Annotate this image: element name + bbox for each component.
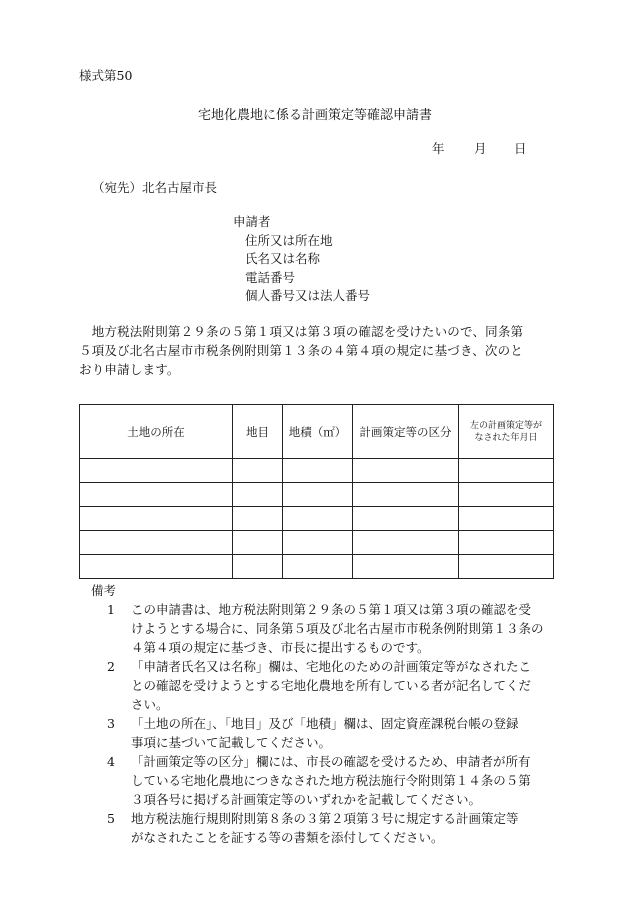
header-land-area: 地積（㎡） xyxy=(283,405,353,459)
date-year: 年 xyxy=(432,141,445,156)
cell-plan-type[interactable] xyxy=(353,555,459,579)
intro-line: おり申請します。 xyxy=(79,362,180,377)
intro-paragraph xyxy=(79,322,557,379)
cell-plan-type[interactable] xyxy=(353,507,459,531)
table-row xyxy=(80,483,554,507)
cell-plan-type[interactable] xyxy=(353,531,459,555)
cell-land-area[interactable] xyxy=(283,483,353,507)
note-item xyxy=(79,714,559,752)
cell-land-location[interactable] xyxy=(80,555,233,579)
note-line: 事項に基づいて記載してください。 xyxy=(131,735,332,750)
cell-land-category[interactable] xyxy=(233,459,283,483)
cell-plan-date[interactable] xyxy=(459,483,554,507)
note-number: 2 xyxy=(107,659,115,674)
applicant-heading: 申請者 xyxy=(233,214,271,229)
notes-section xyxy=(79,581,559,847)
table-row xyxy=(80,531,554,555)
applicant-phone-label: 電話番号 xyxy=(245,269,296,285)
addressee: （宛先）北名古屋市長 xyxy=(92,180,218,195)
document-title: 宅地化農地に係る計画策定等確認申請書 xyxy=(197,108,432,123)
note-line: している宅地化農地につきなされた地方税法施行令附則第１４条の５第 xyxy=(131,773,531,788)
cell-land-location[interactable] xyxy=(80,483,233,507)
notes-heading: 備考 xyxy=(91,583,117,598)
cell-plan-type[interactable] xyxy=(353,459,459,483)
table-header-row xyxy=(80,405,554,459)
cell-land-category[interactable] xyxy=(233,531,283,555)
table-row xyxy=(80,507,554,531)
note-line: がなされたことを証する等の書類を添付してください。 xyxy=(131,830,444,845)
applicant-address-label: 住所又は所在地 xyxy=(245,232,333,248)
intro-line: ５項及び北名古屋市市税条例附則第１３条の４第４項の規定に基づき、次のと xyxy=(79,343,524,358)
note-number: 5 xyxy=(107,811,115,826)
note-item xyxy=(79,600,559,657)
note-line: 「土地の所在」、「地目」及び「地積」欄は、固定資産課税台帳の登録 xyxy=(131,716,519,731)
date-line xyxy=(432,139,527,157)
note-item xyxy=(79,752,559,809)
header-land-category: 地目 xyxy=(233,405,283,459)
note-line: さい。 xyxy=(131,697,169,712)
note-line: 地方税法施行規則附則第８条の３第２項第３号に規定する計画策定等 xyxy=(131,811,519,826)
table-row xyxy=(80,459,554,483)
note-number: 1 xyxy=(107,602,115,617)
note-number: 3 xyxy=(107,716,115,731)
land-table xyxy=(79,404,554,579)
cell-land-location[interactable] xyxy=(80,531,233,555)
note-line: 「計画策定等の区分」欄には、市長の確認を受けるため、申請者が所有 xyxy=(131,754,531,769)
cell-land-area[interactable] xyxy=(283,531,353,555)
table-row xyxy=(80,555,554,579)
note-line: けようとする場合に、同条第５項及び北名古屋市市税条例附則第１３条の xyxy=(131,621,544,636)
intro-line: 地方税法附則第２９条の５第１項又は第３項の確認を受けたいので、同条第 xyxy=(79,324,524,339)
cell-plan-date[interactable] xyxy=(459,459,554,483)
cell-plan-type[interactable] xyxy=(353,483,459,507)
applicant-name-label: 氏名又は名称 xyxy=(245,251,321,266)
cell-land-category[interactable] xyxy=(233,507,283,531)
cell-land-category[interactable] xyxy=(233,483,283,507)
date-month: 月 xyxy=(474,141,487,156)
note-line: 「申請者氏名又は名称」欄は、宅地化のための計画策定等がなされたこ xyxy=(131,659,532,674)
cell-land-location[interactable] xyxy=(80,507,233,531)
note-line: この申請書は、地方税法附則第２９条の５第１項又は第３項の確認を受 xyxy=(131,602,532,617)
note-number: 4 xyxy=(107,754,115,769)
applicant-id-number-label: 個人番号又は法人番号 xyxy=(245,288,371,303)
cell-plan-date[interactable] xyxy=(459,555,554,579)
cell-plan-date[interactable] xyxy=(459,531,554,555)
note-line: ４第４項の規定に基づき、市長に提出するものです。 xyxy=(131,640,430,655)
note-item xyxy=(79,809,559,847)
date-day: 日 xyxy=(514,141,527,156)
header-plan-date: 左の計画策定等が なされた年月日 xyxy=(459,405,554,459)
header-land-location: 土地の所在 xyxy=(80,405,233,459)
cell-land-area[interactable] xyxy=(283,507,353,531)
cell-land-category[interactable] xyxy=(233,555,283,579)
form-number: 様式第50 xyxy=(79,68,133,83)
note-line: ３項各号に掲げる計画策定等のいずれかを記載してください。 xyxy=(131,792,482,807)
note-line: との確認を受けようとする宅地化農地を所有している者が記名してくだ xyxy=(131,678,532,693)
applicant-block xyxy=(233,213,370,306)
cell-land-area[interactable] xyxy=(283,555,353,579)
note-item xyxy=(79,657,559,714)
cell-land-area[interactable] xyxy=(283,459,353,483)
cell-plan-date[interactable] xyxy=(459,507,554,531)
cell-land-location[interactable] xyxy=(80,459,233,483)
header-plan-type: 計画策定等の区分 xyxy=(353,405,459,459)
